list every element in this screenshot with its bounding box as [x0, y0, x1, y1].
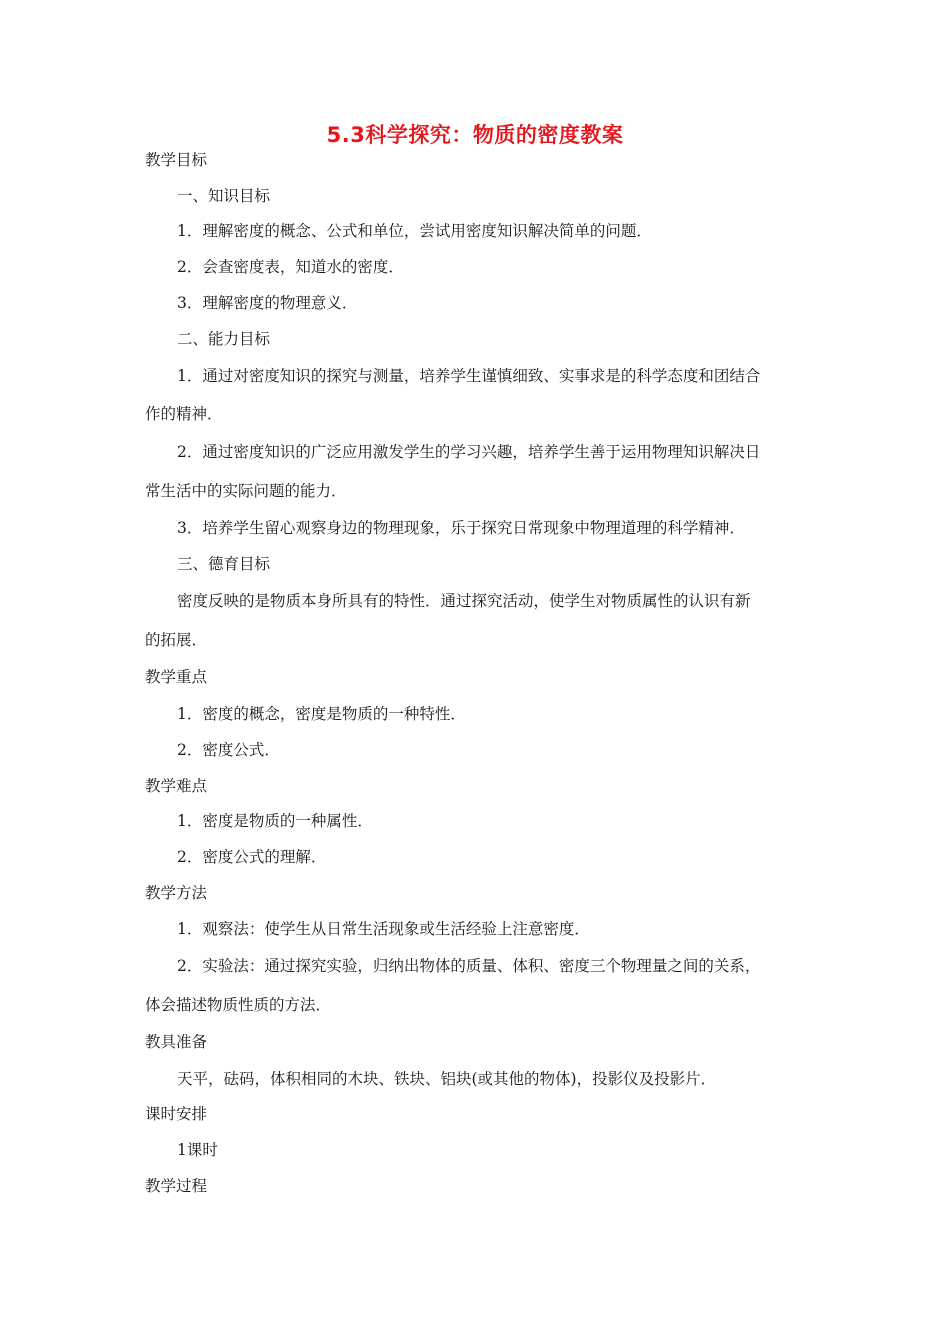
section-heading-difficulties: 教学难点: [145, 777, 208, 795]
section-heading-schedule: 课时安排: [145, 1105, 208, 1123]
section-heading-objectives: 教学目标: [145, 151, 208, 169]
difficulty-item-1: 1．密度是物质的一种属性．: [177, 812, 373, 830]
moral-line-1: 密度反映的是物质本身所具有的特性．通过探究活动，使学生对物质属性的认识有新: [177, 592, 751, 610]
key-point-item-2: 2．密度公式．: [177, 741, 280, 759]
method-item-1: 1．观察法：使学生从日常生活现象或生活经验上注意密度．: [177, 920, 590, 938]
ability-item-1-line-1: 1．通过对密度知识的探究与测量，培养学生谨慎细致、实事求是的科学态度和团结合: [177, 367, 761, 385]
schedule-text: 1课时: [177, 1141, 218, 1159]
knowledge-item-1: 1．理解密度的概念、公式和单位，尝试用密度知识解决简单的问题．: [177, 222, 652, 240]
knowledge-item-2: 2．会查密度表，知道水的密度．: [177, 258, 404, 276]
method-item-2-line-1: 2．实验法：通过探究实验，归纳出物体的质量、体积、密度三个物理量之间的关系，: [177, 957, 761, 975]
section-heading-process: 教学过程: [145, 1177, 208, 1195]
ability-item-2-line-1: 2．通过密度知识的广泛应用激发学生的学习兴趣，培养学生善于运用物理知识解决日: [177, 443, 761, 461]
ability-item-1-line-2: 作的精神．: [145, 405, 223, 423]
method-item-2-line-2: 体会描述物质性质的方法．: [145, 996, 332, 1014]
difficulty-item-2: 2．密度公式的理解．: [177, 848, 327, 866]
subheading-moral: 三、德育目标: [177, 555, 271, 573]
section-heading-key-points: 教学重点: [145, 668, 208, 686]
knowledge-item-3: 3．理解密度的物理意义．: [177, 294, 358, 312]
moral-line-2: 的拓展．: [145, 631, 208, 649]
ability-item-3: 3．培养学生留心观察身边的物理现象，乐于探究日常现象中物理道理的科学精神．: [177, 519, 745, 537]
ability-item-2-line-2: 常生活中的实际问题的能力．: [145, 482, 347, 500]
document-title: 5.3科学探究：物质的密度教案: [326, 123, 624, 147]
key-point-item-1: 1．密度的概念，密度是物质的一种特性．: [177, 705, 466, 723]
section-heading-equipment: 教具准备: [145, 1033, 208, 1051]
subheading-knowledge: 一、知识目标: [177, 187, 271, 205]
subheading-ability: 二、能力目标: [177, 330, 271, 348]
section-heading-methods: 教学方法: [145, 884, 208, 902]
equipment-text: 天平，砝码，体积相同的木块、铁块、铝块(或其他的物体)，投影仪及投影片．: [177, 1070, 717, 1088]
